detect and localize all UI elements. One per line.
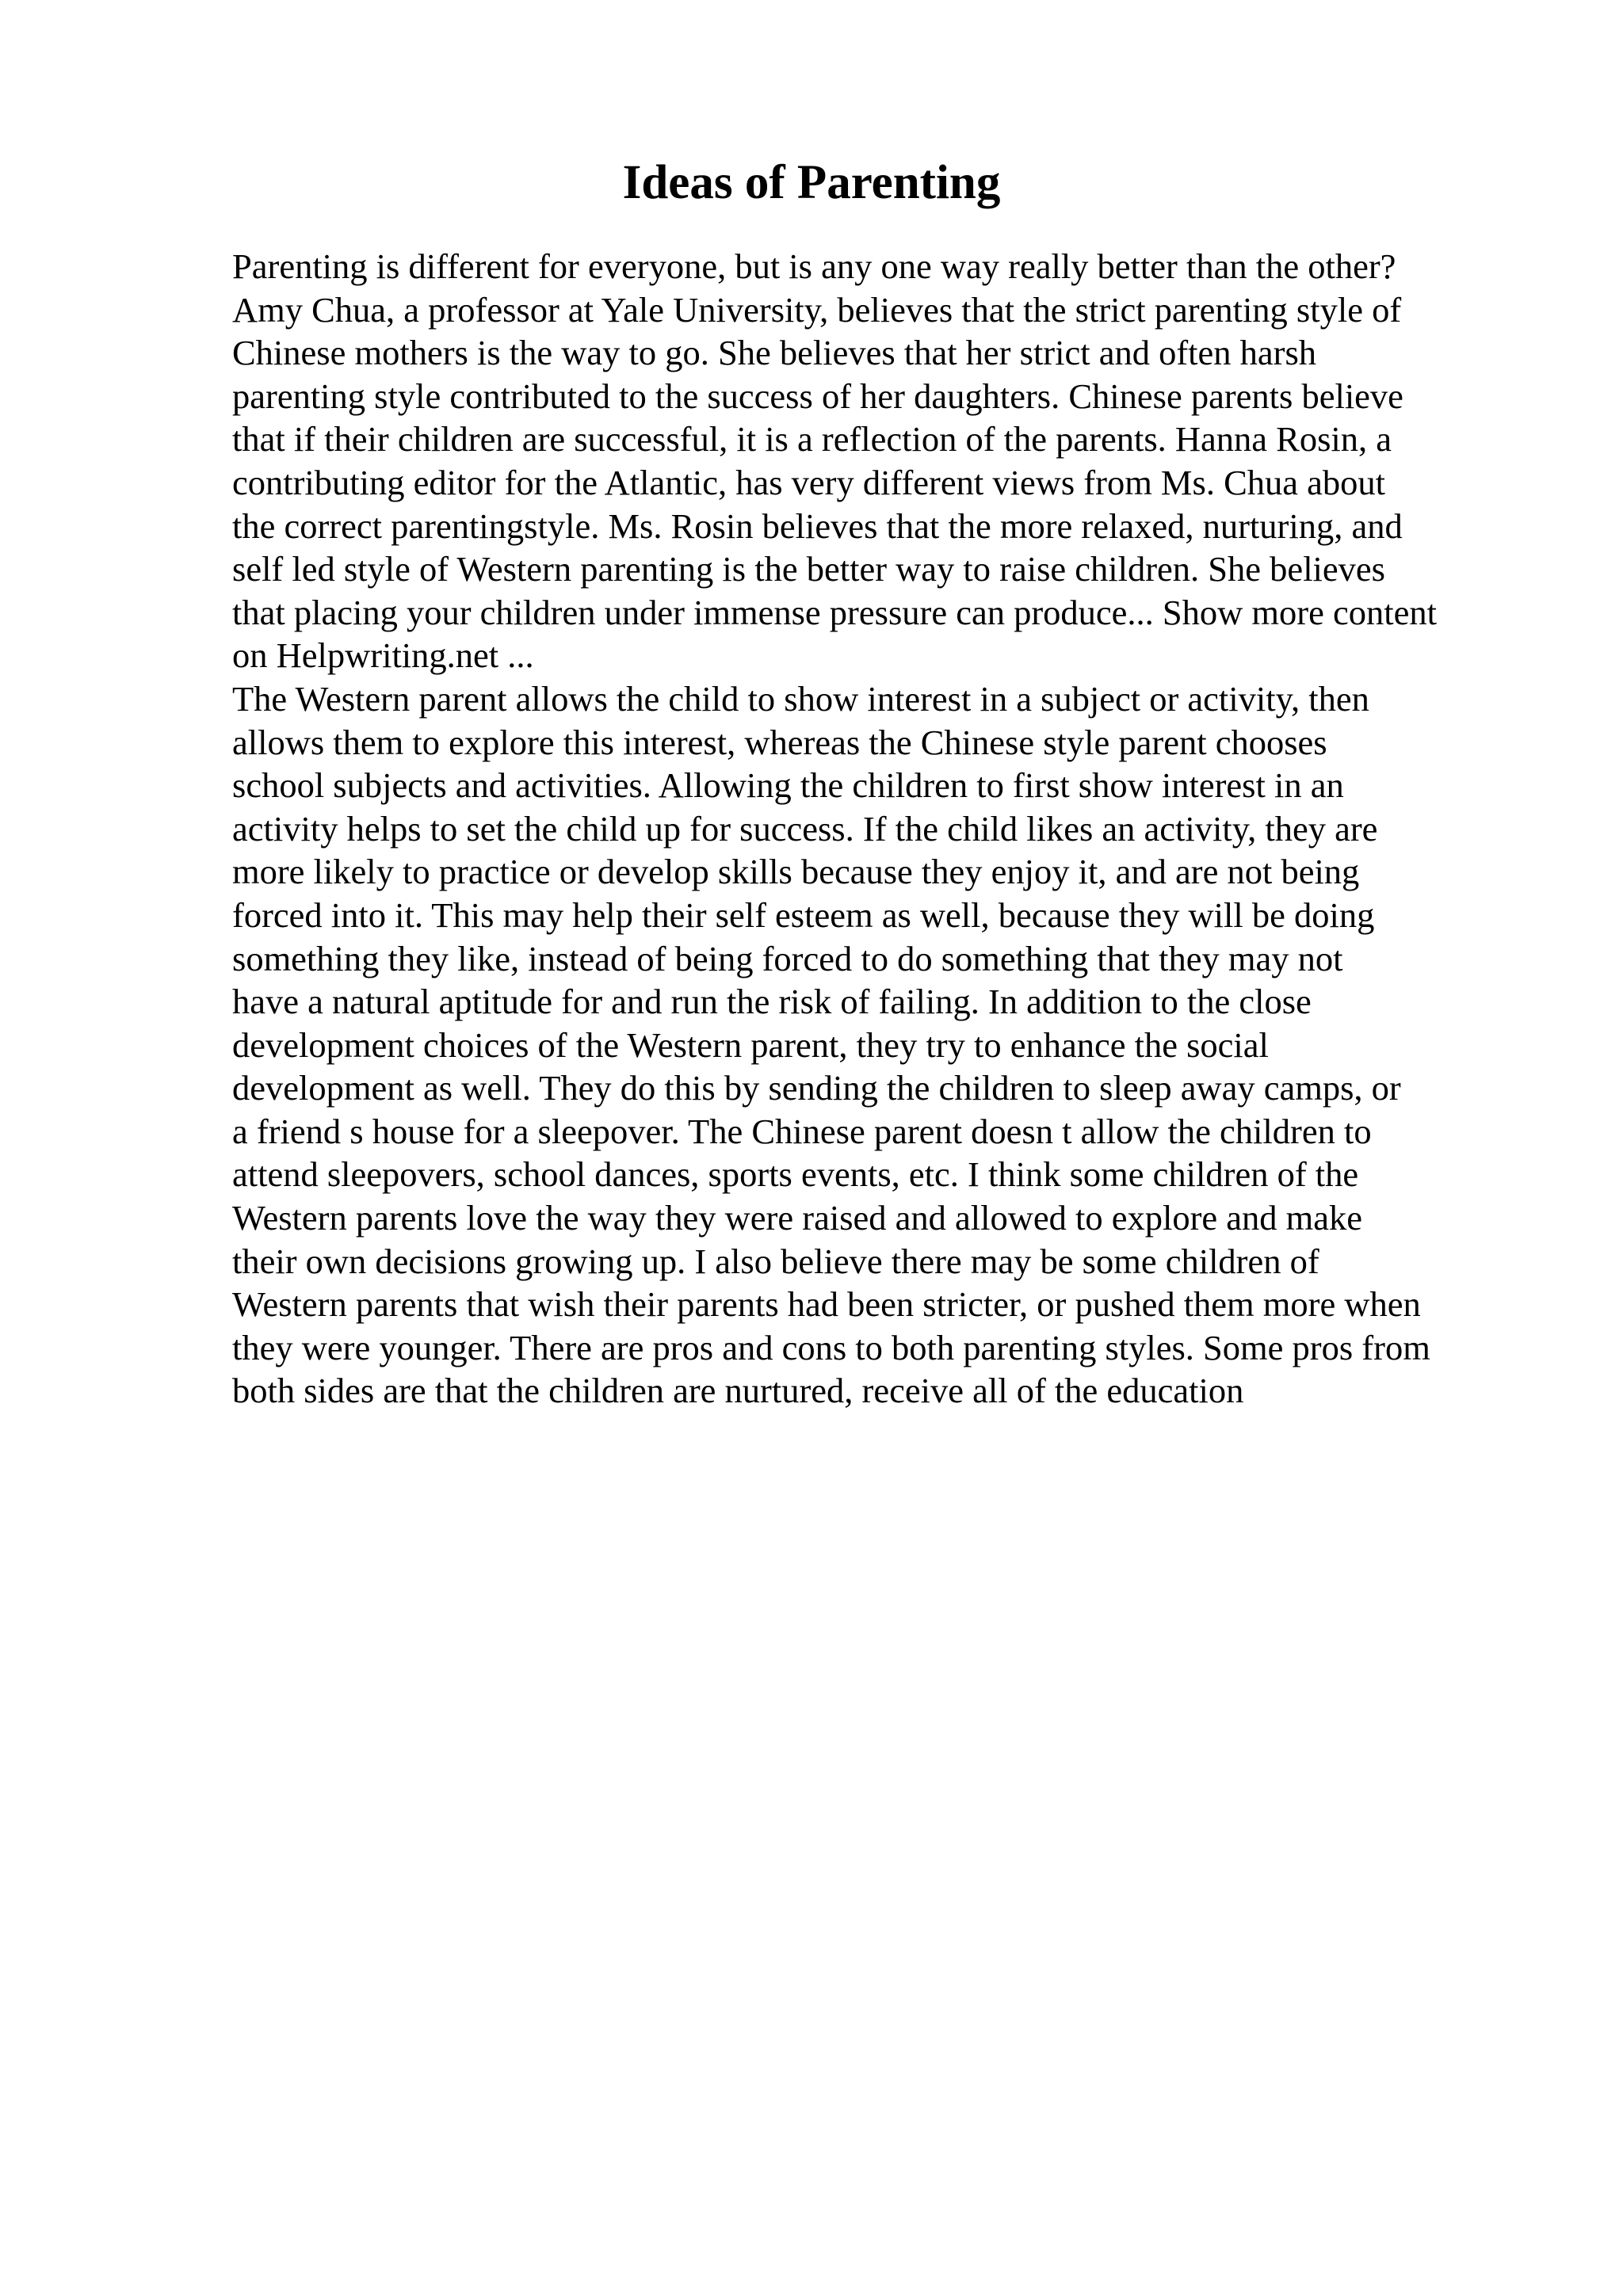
text-line: activity helps to set the child up for success. If the child likes an activity, they are <box>232 808 1378 849</box>
text-line: Amy Chua, a professor at Yale University, believes that the strict parenting style of <box>232 289 1402 330</box>
text-line: contributing editor for the Atlantic, has very different views from Ms. Chua about <box>232 462 1385 502</box>
text-line: school subjects and activities. Allowing the children to first show interest in an <box>232 765 1344 806</box>
document-body <box>232 245 1516 1413</box>
text-line: Western parents that wish their parents had been stricter, or pushed them more when <box>232 1284 1421 1325</box>
text-line: self led style of Western parenting is the better way to raise children. She believes <box>232 549 1385 589</box>
text-line: that placing your children under immense pressure can produce... Show more content <box>232 592 1437 632</box>
text-line: Parenting is different for everyone, but is any one way really better than the other? <box>232 246 1396 286</box>
text-line: parenting style contributed to the success of her daughters. Chinese parents believe <box>232 376 1403 416</box>
text-line: their own decisions growing up. I also believe there may be some children of <box>232 1241 1319 1281</box>
text-line: development choices of the Western parent, they try to enhance the social <box>232 1024 1269 1065</box>
document-title: Ideas of Parenting <box>622 156 1001 209</box>
text-line: allows them to explore this interest, whereas the Chinese style parent chooses <box>232 722 1327 762</box>
text-line: Chinese mothers is the way to go. She believes that her strict and often harsh <box>232 333 1317 373</box>
text-line: development as well. They do this by sending the children to sleep away camps, or <box>232 1068 1401 1108</box>
text-line: they were younger. There are pros and cons to both parenting styles. Some pros from <box>232 1327 1430 1367</box>
text-line: something they like, instead of being forced to do something that they may not <box>232 938 1343 978</box>
text-line: have a natural aptitude for and run the risk of failing. In addition to the close <box>232 982 1312 1022</box>
text-line: Western parents love the way they were raised and allowed to explore and make <box>232 1198 1363 1238</box>
text-line: that if their children are successful, it is a reflection of the parents. Hanna Rosin, a <box>232 419 1392 460</box>
text-line: The Western parent allows the child to show interest in a subject or activity, then <box>232 678 1369 719</box>
text-line: more likely to practice or develop skills because they enjoy it, and are not being <box>232 852 1360 892</box>
text-line: the correct parentingstyle. Ms. Rosin believes that the more relaxed, nurturing, and <box>232 505 1403 546</box>
text-line: on Helpwriting.net ... <box>232 635 534 676</box>
text-line: attend sleepovers, school dances, sports events, etc. I think some children of the <box>232 1154 1359 1195</box>
text-line: a friend s house for a sleepover. The Chinese parent doesn t allow the children to <box>232 1111 1372 1151</box>
text-line: forced into it. This may help their self esteem as well, because they will be doing <box>232 894 1375 935</box>
text-line: both sides are that the children are nurtured, receive all of the education <box>232 1371 1244 1411</box>
